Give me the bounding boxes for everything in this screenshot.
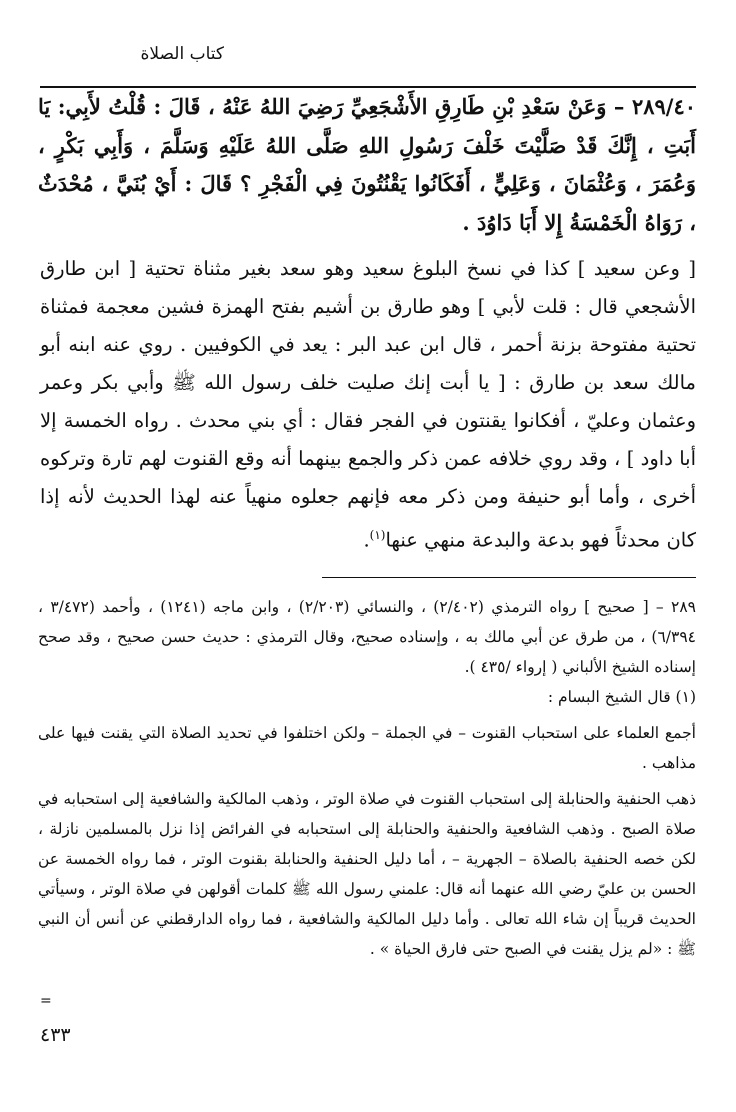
commentary-end: .: [363, 528, 370, 552]
commentary-paragraph: [40, 250, 696, 560]
commentary-text: [ وعن سعيد ] كذا في نسخ البلوغ سعيد وهو سعد بغير مثناة تحتية [ ابن طارق الأشجعي قال : قلت لأبي ] وهو طارق بن أشيم بفتح الهمزة فشين معجمة فمثناة تحتية مفتوحة بزنة أحمر ، قال ابن عبد البر : يعد في الكوفيين . روي عنه ابنه أبو مالك سعد بن طارق : [ يا أبت إنك صليت خلف رسول الله ﷺ وأبي بكر وعمر وعثمان وعليّ ، أفكانوا يقنتون في الفجر فقال : أي بني محدث . رواه الخمسة إلا أبا داود ] ، وقد روي خلافه عمن ذكر والجمع بينهما أنه وقع القنوت لهم تارة وتركوه أخرى ، وأما أبو حنيفة ومن ذكر معه فإنهم جعلوه منهياً عنه لهذا الحديث لأنه إذا كان محدثاً فهو بدعة والبدعة منهي عنها: [40, 257, 696, 552]
footnote-divider: [322, 577, 696, 578]
page-number: ٤٣٣: [40, 1024, 71, 1046]
footnotes-section: [38, 592, 696, 964]
hadith-number: ٢٨٩/٤٠: [631, 94, 697, 119]
book-title: كتاب الصلاة: [140, 44, 224, 64]
footnote-paragraph-1: أجمع العلماء على استحباب القنوت – في الجملة – ولكن اختلفوا في تحديد الصلاة التي يقنت فيها على مذاهب .: [38, 724, 696, 772]
footnote-reference: (١): [369, 528, 386, 542]
hadith-text: – وَعَنْ سَعْدِ بْنِ طَارِقِ الأَشْجَعِيِّ رَضِيَ اللهُ عَنْهُ ، قَالَ : قُلْتُ لأَبِي: يَا أَبَتِ ، إِنَّكَ قَدْ صَلَّيْتَ خَلْفَ رَسُولِ اللهِ صَلَّى اللهُ عَلَيْهِ وَسَلَّمَ ، وَأَبِي بَكْرٍ ، وَعُمَرَ ، وَعُثْمَانَ ، وَعَلِيٍّ ، أَفَكَانُوا يَقْنُتُونَ فِي الْفَجْرِ ؟ قَالَ : أَيْ بُنَيَّ ، مُحْدَثٌ ، رَوَاهُ الْخَمْسَةُ إِلا أَبَا دَاوُدَ .: [38, 94, 696, 235]
continuation-mark: =: [40, 993, 52, 1009]
footnote-paragraph-2: ذهب الحنفية والحنابلة إلى استحباب القنوت في صلاة الوتر ، وذهب المالكية والشافعية إلى استحبابه في صلاة الصبح . وذهب الشافعية والحنفية والحنابلة إلى استحبابه في الفرائض إذا نزل بالمسلمين نازلة ، لكن خصه الحنفية بالصلاة – الجهرية – ، أما دليل الحنفية والحنابلة بقنوت الوتر ، فما رواه الخمسة عن الحسن بن عليّ رضي الله عنهما أنه قال: علمني رسول الله ﷺ كلمات أقولهن في صلاة الوتر ، وسيأتي الحديث قريباً إن شاء الله تعالى . وأما دليل المالكية والشافعية ، فما رواه الدارقطني عن أنس أن النبي ﷺ : «لم يزل يقنت في الصبح حتى فارق الحياة » .: [38, 790, 696, 958]
hadith-paragraph: [38, 88, 696, 242]
takhrij-note: ٢٨٩ – [ صحيح ] رواه الترمذي (٢/٤٠٢) ، والنسائي (٢/٢٠٣) ، وابن ماجه (١٢٤١) ، وأحمد (٣/٤٧٢ ، ٦/٣٩٤) ، من طرق عن أبي مالك به ، وإسناده صحيح، وقال الترمذي : حديث حسن صحيح ، وقد صحح إسناده الشيخ الألباني ( إرواء /٤٣٥ ).: [38, 598, 696, 676]
footnote-intro: (١) قال الشيخ البسام :: [547, 688, 696, 706]
